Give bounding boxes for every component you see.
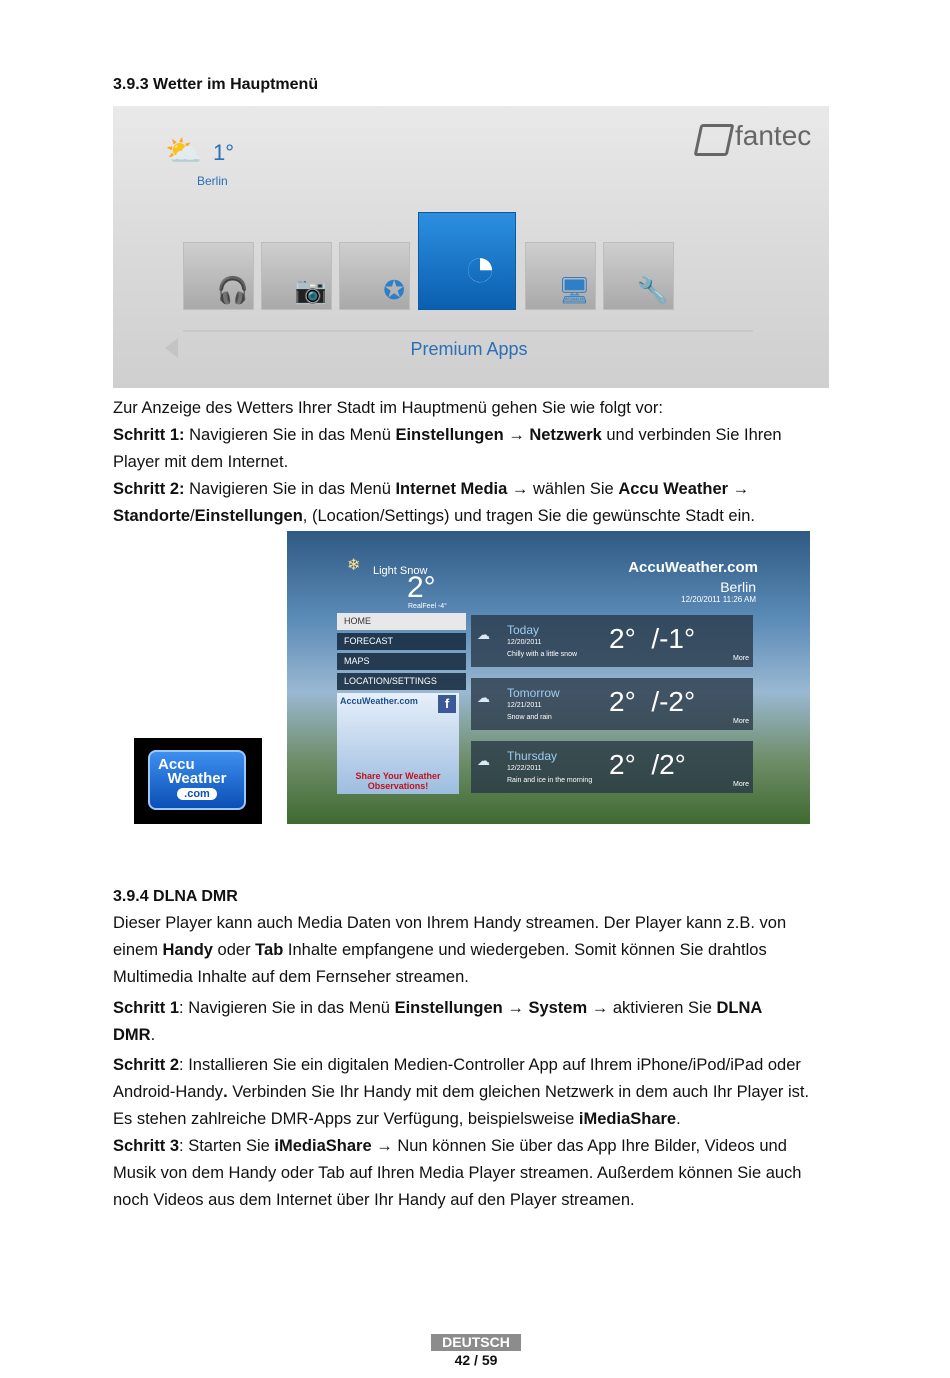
tile-internet xyxy=(525,242,596,310)
dlna-step2-line3 xyxy=(113,1106,848,1133)
dlna-step2-line2 xyxy=(113,1079,848,1106)
forecast-date: 12/20/2011 xyxy=(507,639,542,646)
forecast-row-today[interactable] xyxy=(471,615,753,667)
forecast-date: 12/21/2011 xyxy=(507,702,542,709)
text-bold: DMR xyxy=(113,1026,151,1044)
dlna-step1-line1 xyxy=(113,995,848,1022)
globe-screen-icon: 🖥 xyxy=(557,275,591,305)
main-menu-screenshot xyxy=(113,106,829,388)
dlna-line3: Multimedia Inhalte auf dem Fernseher streamen. xyxy=(113,968,469,986)
step1-label: Schritt 1: xyxy=(113,426,185,444)
cloud-rain-icon: ☁ xyxy=(477,753,490,768)
text-bold: Handy xyxy=(162,941,213,959)
forecast-day: Thursday xyxy=(507,749,558,763)
current-condition: Light Snow xyxy=(373,565,428,577)
dlna-steps-2-3 xyxy=(113,1052,848,1214)
text-bold: Accu Weather xyxy=(618,480,729,498)
fantec-brand: fantec xyxy=(735,120,812,151)
text: einem xyxy=(113,941,163,959)
text: . xyxy=(150,1026,156,1044)
text-bold: DLNA xyxy=(716,999,763,1017)
step-label: Schritt 2 xyxy=(113,1056,180,1074)
dlna-step1-line2 xyxy=(113,1022,848,1049)
section-heading-weather: 3.9.3 Wetter im Hauptmenü xyxy=(113,76,319,93)
step-label: Schritt 1 xyxy=(113,999,180,1017)
weather-instructions xyxy=(113,395,843,530)
current-temp: 2° xyxy=(407,571,436,604)
menu-home[interactable]: HOME xyxy=(337,613,466,630)
menu-forecast[interactable]: FORECAST xyxy=(337,633,466,650)
forecast-desc: Rain and ice in the morning xyxy=(507,777,593,784)
forecast-day: Today xyxy=(507,623,540,637)
step1-line1 xyxy=(113,422,843,449)
cloud-snow-icon: ☁ xyxy=(477,690,490,705)
forecast-more[interactable]: More xyxy=(733,718,749,725)
forecast-date: 12/22/2011 xyxy=(507,765,542,772)
promo-text xyxy=(337,771,459,791)
text: : Navigieren Sie in das Menü xyxy=(179,999,395,1017)
menu-maps[interactable]: MAPS xyxy=(337,653,466,670)
accuweather-logo xyxy=(134,738,262,824)
location-city: Berlin xyxy=(720,579,756,595)
arrow-icon: → xyxy=(511,480,529,498)
text-bold: System xyxy=(528,999,588,1017)
menu-caption: Premium Apps xyxy=(410,339,528,359)
forecast-day: Tomorrow xyxy=(507,686,560,700)
location-datetime: 12/20/2011 11:26 AM xyxy=(681,595,756,604)
text-bold: Internet Media xyxy=(395,480,508,498)
promo-line1: Share Your Weather xyxy=(355,771,441,781)
forecast-temps: 2° /-1° xyxy=(609,623,696,654)
step2-line1 xyxy=(113,476,843,503)
forecast-more[interactable]: More xyxy=(733,655,749,662)
text-bold: Einstellungen xyxy=(394,999,503,1017)
footer-page-number: 42 / 59 xyxy=(454,1352,498,1368)
promo-brand: AccuWeather.com xyxy=(340,696,418,706)
text: wählen Sie xyxy=(528,480,619,498)
section-heading-dlna: 3.9.4 DLNA DMR xyxy=(113,888,238,905)
text-bold: Einstellungen xyxy=(194,507,303,525)
snow-sun-icon: ❄ xyxy=(347,557,361,574)
tile-music xyxy=(183,242,254,310)
accuweather-brand: AccuWeather.com xyxy=(628,559,758,576)
forecast-row-thursday[interactable] xyxy=(471,741,753,793)
forecast-temps: 2° /-2° xyxy=(609,686,696,717)
rss-icon: ◔ xyxy=(463,235,497,298)
accuweather-screenshot xyxy=(287,531,810,824)
wrench-icon: 🔧 xyxy=(636,275,669,305)
step2-label: Schritt 2: xyxy=(113,480,185,498)
logo-line3: .com xyxy=(177,788,217,800)
text: , (Location/Settings) und tragen Sie die gewünschte Stadt ein. xyxy=(302,507,755,525)
headphones-icon: 🎧 xyxy=(216,275,249,305)
forecast-desc: Snow and rain xyxy=(507,714,552,721)
cloud-snow-icon: ☁ xyxy=(477,627,490,642)
forecast-more[interactable]: More xyxy=(733,781,749,788)
text-bold: Standorte xyxy=(113,507,191,525)
realfeel: RealFeel -4° xyxy=(408,603,447,610)
dlna-step3-line1 xyxy=(113,1133,848,1160)
camera-icon: 📷 xyxy=(294,275,327,305)
step2-line2 xyxy=(113,503,843,530)
step1-line2: Player mit dem Internet. xyxy=(113,453,289,471)
text: : Installieren Sie ein digitalen Medien-Controller App auf Ihrem iPhone/iPod/iPad oder xyxy=(179,1056,801,1074)
dlna-line2 xyxy=(113,937,848,964)
dlna-step3-line3: noch Videos aus dem Internet über Ihr Handy auf den Player streamen. xyxy=(113,1191,635,1209)
arrow-icon: → xyxy=(376,1137,393,1155)
weather-sun-cloud-icon: ⛅ xyxy=(165,135,203,168)
logo-line2: Weather xyxy=(167,770,227,787)
tile-favorites xyxy=(339,242,410,310)
tile-premium-apps xyxy=(418,212,516,310)
text-bold: . xyxy=(223,1083,228,1101)
text: . xyxy=(676,1110,681,1128)
menu-divider xyxy=(183,330,753,332)
text: Es stehen zahlreiche DMR-Apps zur Verfügung, beispielsweise xyxy=(113,1110,579,1128)
dlna-step3-line2: Musik von dem Handy oder Tab auf Ihren Media Player streamen. Außerdem können Sie auch xyxy=(113,1164,802,1182)
promo-banner[interactable] xyxy=(337,693,459,794)
text-bold: iMediaShare xyxy=(274,1137,372,1155)
text: Android-Handy xyxy=(113,1083,224,1101)
text: und verbinden Sie Ihren xyxy=(601,426,782,444)
text-bold: iMediaShare xyxy=(578,1110,677,1128)
menu-temperature: 1° xyxy=(213,140,235,165)
forecast-desc: Chilly with a little snow xyxy=(507,651,578,658)
dlna-step1 xyxy=(113,995,848,1049)
text-bold: Netzwerk xyxy=(529,426,602,444)
text: oder xyxy=(212,941,256,959)
text-bold: Tab xyxy=(255,941,284,959)
text: Inhalte empfangene und wiedergeben. Somit können Sie drahtlos xyxy=(283,941,767,959)
arrow-icon: → xyxy=(732,480,750,498)
forecast-temps: 2° /2° xyxy=(609,749,686,780)
text: Verbinden Sie Ihr Handy mit dem gleichen Netzwerk in dem auch Ihr Player ist. xyxy=(227,1083,810,1101)
facebook-icon: f xyxy=(438,695,456,713)
arrow-icon: → xyxy=(591,999,609,1017)
step-label: Schritt 3 xyxy=(113,1137,180,1155)
dlna-paragraph xyxy=(113,910,848,991)
text: Navigieren Sie in das Menü xyxy=(184,480,396,498)
text-bold: Einstellungen xyxy=(395,426,504,444)
menu-city: Berlin xyxy=(197,174,228,188)
text: / xyxy=(190,507,195,525)
fantec-logo-icon xyxy=(694,124,735,156)
text: : Starten Sie xyxy=(179,1137,275,1155)
arrow-icon: → xyxy=(507,999,524,1017)
star-icon: ✪ xyxy=(383,275,405,305)
intro-line: Zur Anzeige des Wetters Ihrer Stadt im Hauptmenü gehen Sie wie folgt vor: xyxy=(113,399,663,417)
dlna-step2-line1 xyxy=(113,1052,848,1079)
arrow-icon: → xyxy=(508,426,525,444)
footer-language: DEUTSCH xyxy=(431,1334,521,1351)
tile-photo xyxy=(261,242,332,310)
menu-location-settings[interactable]: LOCATION/SETTINGS xyxy=(337,673,466,690)
text: aktivieren Sie xyxy=(608,999,717,1017)
logo-badge xyxy=(148,750,246,810)
text: Navigieren Sie in das Menü xyxy=(184,426,396,444)
text: Nun können Sie über das App Ihre Bilder, Videos und xyxy=(392,1137,787,1155)
forecast-row-tomorrow[interactable] xyxy=(471,678,753,730)
tile-settings xyxy=(603,242,674,310)
dlna-line1: Dieser Player kann auch Media Daten von Ihrem Handy streamen. Der Player kann z.B. von xyxy=(113,914,787,932)
promo-line2: Observations! xyxy=(367,781,429,791)
logo-line1: Accu xyxy=(158,756,195,773)
